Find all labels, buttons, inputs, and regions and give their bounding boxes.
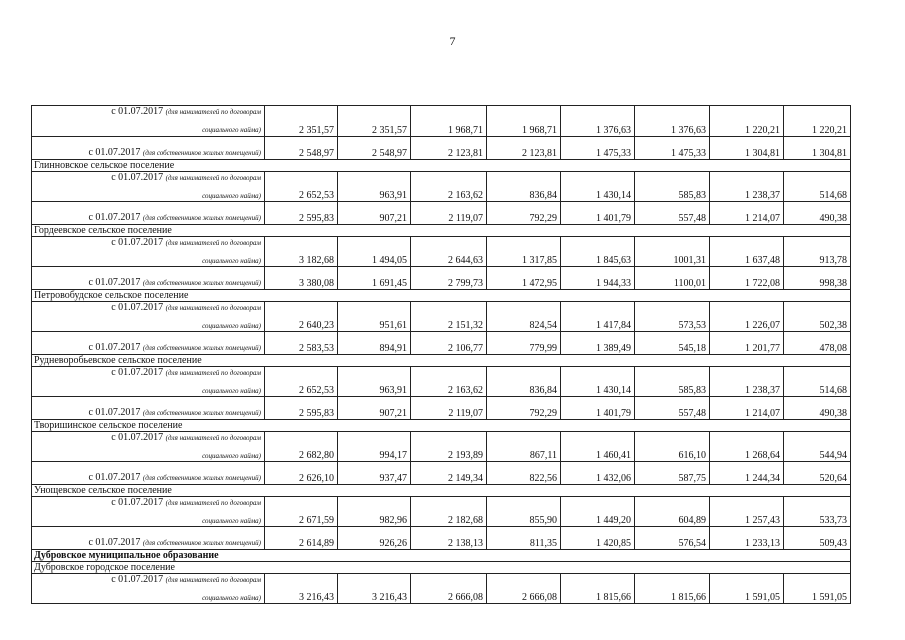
tariff-value-cell: 604,89	[635, 497, 710, 527]
tariff-value-cell: 1001,31	[635, 237, 710, 267]
tariff-value-cell: 1 304,81	[784, 137, 851, 160]
tariff-value-cell: 3 182,68	[265, 237, 338, 267]
tariff-value-cell: 2 652,53	[265, 367, 338, 397]
tariff-value-cell: 1 944,33	[561, 267, 635, 290]
tariff-table	[31, 105, 851, 604]
owner-tariff-row	[32, 462, 851, 485]
section-title: Дубровское муниципальное образование	[32, 550, 851, 562]
owner-note: (для собственников жилых помещений)	[142, 149, 261, 157]
tariff-value-cell: 1100,01	[635, 267, 710, 290]
tariff-value-cell: 2 583,53	[265, 332, 338, 355]
tariff-value-cell: 1 449,20	[561, 497, 635, 527]
tariff-value-cell: 963,91	[338, 172, 411, 202]
tariff-value-cell: 3 380,08	[265, 267, 338, 290]
tariff-value-cell: 824,54	[487, 302, 561, 332]
tariff-value-cell: 2 595,83	[265, 202, 338, 225]
tariff-value-cell: 855,90	[487, 497, 561, 527]
owner-row-label	[32, 397, 265, 420]
section-title: Творишинское сельское поселение	[32, 420, 851, 432]
tariff-value-cell: 2 163,62	[411, 172, 487, 202]
tenant-tariff-row	[32, 432, 851, 462]
section-title: Петровобудское сельское поселение	[32, 290, 851, 302]
date-prefix: с 01.07.2017	[88, 147, 141, 158]
date-prefix: с 01.07.2017	[111, 302, 164, 313]
tenant-note-line2: социального найма)	[202, 192, 261, 200]
tariff-value-cell: 514,68	[784, 367, 851, 397]
tariff-value-cell: 1 494,05	[338, 237, 411, 267]
tariff-value-cell: 587,75	[635, 462, 710, 485]
date-prefix: с 01.07.2017	[111, 497, 164, 508]
owner-note: (для собственников жилых помещений)	[142, 214, 261, 222]
owner-note: (для собственников жилых помещений)	[142, 344, 261, 352]
tariff-value-cell: 811,35	[487, 527, 561, 550]
section-header-row	[32, 160, 851, 172]
tariff-value-cell: 836,84	[487, 172, 561, 202]
tariff-value-cell: 994,17	[338, 432, 411, 462]
tariff-value-cell: 1 220,21	[784, 106, 851, 137]
date-prefix: с 01.07.2017	[88, 472, 141, 483]
date-prefix: с 01.07.2017	[111, 574, 164, 585]
tariff-value-cell: 2 652,53	[265, 172, 338, 202]
tariff-value-cell: 963,91	[338, 367, 411, 397]
tariff-value-cell: 2 163,62	[411, 367, 487, 397]
tariff-value-cell: 982,96	[338, 497, 411, 527]
tariff-value-cell: 2 799,73	[411, 267, 487, 290]
owner-row-label	[32, 202, 265, 225]
tenant-note-line1: (для нанимателей по договорам	[165, 174, 261, 182]
date-prefix: с 01.07.2017	[88, 212, 141, 223]
owner-note: (для собственников жилых помещений)	[142, 409, 261, 417]
tariff-value-cell: 2 351,57	[338, 106, 411, 137]
tariff-value-cell: 1 432,06	[561, 462, 635, 485]
page-number: 7	[449, 34, 456, 48]
owner-note: (для собственников жилых помещений)	[142, 539, 261, 547]
date-prefix: с 01.07.2017	[111, 237, 164, 248]
tenant-note-line1: (для нанимателей по договорам	[165, 108, 261, 116]
section-title: Унощевское сельское поселение	[32, 485, 851, 497]
tariff-value-cell: 1 220,21	[710, 106, 784, 137]
owner-note: (для собственников жилых помещений)	[142, 279, 261, 287]
tariff-value-cell: 937,47	[338, 462, 411, 485]
tariff-value-cell: 1 214,07	[710, 397, 784, 420]
tariff-value-cell: 2 548,97	[265, 137, 338, 160]
tariff-value-cell: 1 815,66	[561, 574, 635, 604]
tariff-value-cell: 1 233,13	[710, 527, 784, 550]
section-header-row	[32, 355, 851, 367]
tariff-value-cell: 1 968,71	[411, 106, 487, 137]
tariff-value-cell: 2 644,63	[411, 237, 487, 267]
owner-tariff-row	[32, 202, 851, 225]
tariff-value-cell: 1 591,05	[784, 574, 851, 604]
tariff-value-cell: 1 389,49	[561, 332, 635, 355]
tariff-value-cell: 1 401,79	[561, 202, 635, 225]
section-header-row	[32, 485, 851, 497]
tariff-value-cell: 2 640,23	[265, 302, 338, 332]
tariff-value-cell: 913,78	[784, 237, 851, 267]
tariff-value-cell: 1 417,84	[561, 302, 635, 332]
tariff-value-cell: 509,43	[784, 527, 851, 550]
tenant-row-label	[32, 574, 265, 604]
tariff-value-cell: 2 119,07	[411, 202, 487, 225]
tenant-note-line2: социального найма)	[202, 517, 261, 525]
tariff-value-cell: 585,83	[635, 367, 710, 397]
owner-tariff-row	[32, 267, 851, 290]
tariff-value-cell: 514,68	[784, 172, 851, 202]
tariff-value-cell: 1 376,63	[635, 106, 710, 137]
tariff-value-cell: 2 548,97	[338, 137, 411, 160]
tariff-value-cell: 544,94	[784, 432, 851, 462]
section-header-row	[32, 420, 851, 432]
tenant-note-line1: (для нанимателей по договорам	[165, 576, 261, 584]
tariff-value-cell: 779,99	[487, 332, 561, 355]
tariff-value-cell: 867,11	[487, 432, 561, 462]
section-title: Рудневоробьевское сельское поселение	[32, 355, 851, 367]
tariff-value-cell: 1 304,81	[710, 137, 784, 160]
tariff-value-cell: 520,64	[784, 462, 851, 485]
tariff-value-cell: 792,29	[487, 397, 561, 420]
tenant-note-line1: (для нанимателей по договорам	[165, 369, 261, 377]
tariff-value-cell: 490,38	[784, 202, 851, 225]
tenant-note-line2: социального найма)	[202, 126, 261, 134]
tariff-value-cell: 1 420,85	[561, 527, 635, 550]
tariff-value-cell: 2 149,34	[411, 462, 487, 485]
owner-row-label	[32, 332, 265, 355]
tariff-value-cell: 2 351,57	[265, 106, 338, 137]
tariff-value-cell: 557,48	[635, 397, 710, 420]
tariff-value-cell: 545,18	[635, 332, 710, 355]
tariff-value-cell: 1 201,77	[710, 332, 784, 355]
tariff-value-cell: 2 666,08	[487, 574, 561, 604]
tariff-value-cell: 1 591,05	[710, 574, 784, 604]
tariff-value-cell: 3 216,43	[265, 574, 338, 604]
owner-row-label	[32, 527, 265, 550]
tariff-value-cell: 2 682,80	[265, 432, 338, 462]
tariff-value-cell: 1 968,71	[487, 106, 561, 137]
tariff-value-cell: 1 238,37	[710, 367, 784, 397]
tariff-value-cell: 2 671,59	[265, 497, 338, 527]
tenant-note-line2: социального найма)	[202, 452, 261, 460]
tariff-value-cell: 907,21	[338, 397, 411, 420]
owner-tariff-row	[32, 137, 851, 160]
tariff-value-cell: 557,48	[635, 202, 710, 225]
tariff-value-cell: 478,08	[784, 332, 851, 355]
tenant-tariff-row	[32, 367, 851, 397]
tariff-value-cell: 1 845,63	[561, 237, 635, 267]
date-prefix: с 01.07.2017	[88, 277, 141, 288]
tariff-value-cell: 2 614,89	[265, 527, 338, 550]
tariff-value-cell: 1 722,08	[710, 267, 784, 290]
owner-row-label	[32, 462, 265, 485]
tariff-value-cell: 2 106,77	[411, 332, 487, 355]
section-header-row	[32, 562, 851, 574]
tariff-value-cell: 2 151,32	[411, 302, 487, 332]
section-title: Глинновское сельское поселение	[32, 160, 851, 172]
tariff-value-cell: 926,26	[338, 527, 411, 550]
tariff-value-cell: 3 216,43	[338, 574, 411, 604]
section-title: Дубровское городское поселение	[32, 562, 851, 574]
tenant-note-line2: социального найма)	[202, 322, 261, 330]
tenant-note-line1: (для нанимателей по договорам	[165, 239, 261, 247]
tariff-value-cell: 1 238,37	[710, 172, 784, 202]
tariff-value-cell: 1 244,34	[710, 462, 784, 485]
tenant-note-line1: (для нанимателей по договорам	[165, 304, 261, 312]
tariff-value-cell: 2 138,13	[411, 527, 487, 550]
date-prefix: с 01.07.2017	[111, 106, 164, 117]
tariff-value-cell: 1 257,43	[710, 497, 784, 527]
tariff-value-cell: 2 193,89	[411, 432, 487, 462]
tenant-row-label	[32, 302, 265, 332]
owner-tariff-row	[32, 397, 851, 420]
tariff-value-cell: 2 123,81	[487, 137, 561, 160]
section-header-row	[32, 550, 851, 562]
tenant-tariff-row	[32, 172, 851, 202]
tariff-value-cell: 2 595,83	[265, 397, 338, 420]
tenant-note-line2: социального найма)	[202, 257, 261, 265]
tariff-value-cell: 1 637,48	[710, 237, 784, 267]
owner-row-label	[32, 137, 265, 160]
tariff-value-cell: 894,91	[338, 332, 411, 355]
tenant-row-label	[32, 497, 265, 527]
tariff-value-cell: 1 475,33	[635, 137, 710, 160]
owner-row-label	[32, 267, 265, 290]
tariff-value-cell: 836,84	[487, 367, 561, 397]
tariff-value-cell: 2 119,07	[411, 397, 487, 420]
tariff-value-cell: 951,61	[338, 302, 411, 332]
tenant-note-line2: социального найма)	[202, 594, 261, 602]
tariff-value-cell: 998,38	[784, 267, 851, 290]
tenant-note-line1: (для нанимателей по договорам	[165, 499, 261, 507]
tariff-value-cell: 1 317,85	[487, 237, 561, 267]
tariff-value-cell: 2 626,10	[265, 462, 338, 485]
section-header-row	[32, 225, 851, 237]
tariff-value-cell: 1 268,64	[710, 432, 784, 462]
tariff-value-cell: 1 475,33	[561, 137, 635, 160]
tariff-value-cell: 490,38	[784, 397, 851, 420]
tenant-row-label	[32, 367, 265, 397]
tenant-note-line1: (для нанимателей по договорам	[165, 434, 261, 442]
date-prefix: с 01.07.2017	[88, 342, 141, 353]
tariff-value-cell: 1 376,63	[561, 106, 635, 137]
date-prefix: с 01.07.2017	[88, 407, 141, 418]
tenant-tariff-row	[32, 574, 851, 604]
tariff-value-cell: 1 430,14	[561, 367, 635, 397]
date-prefix: с 01.07.2017	[111, 367, 164, 378]
owner-note: (для собственников жилых помещений)	[142, 474, 261, 482]
tariff-value-cell: 907,21	[338, 202, 411, 225]
tenant-note-line2: социального найма)	[202, 387, 261, 395]
tariff-value-cell: 1 226,07	[710, 302, 784, 332]
tariff-value-cell: 502,38	[784, 302, 851, 332]
tariff-table-body	[32, 106, 851, 604]
tenant-row-label	[32, 106, 265, 137]
tariff-value-cell: 576,54	[635, 527, 710, 550]
section-header-row	[32, 290, 851, 302]
tenant-tariff-row	[32, 302, 851, 332]
tariff-value-cell: 573,53	[635, 302, 710, 332]
tariff-value-cell: 533,73	[784, 497, 851, 527]
tariff-value-cell: 1 460,41	[561, 432, 635, 462]
tariff-value-cell: 792,29	[487, 202, 561, 225]
tariff-value-cell: 1 472,95	[487, 267, 561, 290]
owner-tariff-row	[32, 527, 851, 550]
tariff-value-cell: 585,83	[635, 172, 710, 202]
tariff-value-cell: 822,56	[487, 462, 561, 485]
tenant-row-label	[32, 172, 265, 202]
tariff-value-cell: 1 214,07	[710, 202, 784, 225]
tariff-value-cell: 1 815,66	[635, 574, 710, 604]
tariff-value-cell: 1 691,45	[338, 267, 411, 290]
date-prefix: с 01.07.2017	[111, 432, 164, 443]
tariff-value-cell: 2 123,81	[411, 137, 487, 160]
date-prefix: с 01.07.2017	[111, 172, 164, 183]
tenant-tariff-row	[32, 237, 851, 267]
section-title: Гордеевское сельское поселение	[32, 225, 851, 237]
tariff-value-cell: 2 182,68	[411, 497, 487, 527]
tariff-value-cell: 1 401,79	[561, 397, 635, 420]
tariff-value-cell: 616,10	[635, 432, 710, 462]
tenant-tariff-row	[32, 497, 851, 527]
owner-tariff-row	[32, 332, 851, 355]
tenant-row-label	[32, 432, 265, 462]
tariff-value-cell: 1 430,14	[561, 172, 635, 202]
tenant-tariff-row	[32, 106, 851, 137]
tenant-row-label	[32, 237, 265, 267]
date-prefix: с 01.07.2017	[88, 537, 141, 548]
tariff-value-cell: 2 666,08	[411, 574, 487, 604]
